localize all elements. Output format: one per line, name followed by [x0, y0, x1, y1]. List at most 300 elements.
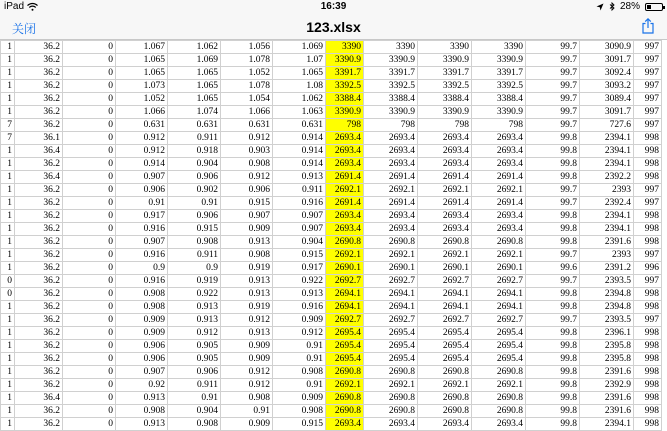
table-cell[interactable]: 2393.5 [580, 314, 634, 327]
table-cell[interactable]: 1.065 [273, 67, 326, 80]
table-cell[interactable]: 0 [63, 197, 116, 210]
table-cell[interactable]: 1.065 [168, 80, 221, 93]
table-cell[interactable]: 0.908 [116, 288, 168, 301]
table-cell[interactable]: 0.908 [221, 392, 273, 405]
table-cell[interactable]: 998 [634, 145, 662, 158]
table-cell[interactable]: 2693.4 [472, 223, 526, 236]
table-cell[interactable]: 36.2 [15, 418, 63, 431]
table-cell[interactable]: 2392.4 [580, 197, 634, 210]
table-cell[interactable]: 0 [63, 405, 116, 418]
table-cell[interactable]: 1 [1, 106, 15, 119]
table-cell[interactable]: 0.908 [221, 158, 273, 171]
table-cell[interactable]: 0.922 [168, 288, 221, 301]
table-cell[interactable]: 1 [1, 223, 15, 236]
table-cell[interactable]: 998 [634, 288, 662, 301]
table-cell[interactable]: 2693.4 [326, 158, 364, 171]
table-cell[interactable]: 0.906 [168, 366, 221, 379]
table-cell[interactable]: 0.912 [221, 314, 273, 327]
table-cell[interactable]: 36.2 [15, 223, 63, 236]
table-cell[interactable]: 2394.1 [580, 418, 634, 431]
table-cell[interactable]: 2694.1 [364, 301, 418, 314]
table-cell[interactable]: 0.919 [168, 275, 221, 288]
table-cell[interactable]: 996 [634, 262, 662, 275]
table-cell[interactable]: 99.8 [526, 366, 580, 379]
table-cell[interactable]: 36.2 [15, 353, 63, 366]
table-cell[interactable]: 2692.1 [364, 249, 418, 262]
table-cell[interactable]: 2692.1 [418, 379, 472, 392]
table-cell[interactable]: 2695.4 [326, 327, 364, 340]
table-cell[interactable]: 0.913 [273, 171, 326, 184]
table-cell[interactable]: 0 [63, 392, 116, 405]
table-cell[interactable]: 997 [634, 197, 662, 210]
table-cell[interactable]: 2394.8 [580, 288, 634, 301]
table-cell[interactable]: 99.8 [526, 340, 580, 353]
table-cell[interactable]: 0.913 [116, 392, 168, 405]
table-cell[interactable]: 2693.4 [364, 223, 418, 236]
table-cell[interactable]: 2693.4 [472, 418, 526, 431]
table-cell[interactable]: 99.8 [526, 288, 580, 301]
table-cell[interactable]: 1 [1, 210, 15, 223]
table-cell[interactable]: 1 [1, 80, 15, 93]
table-cell[interactable]: 2693.4 [326, 132, 364, 145]
table-cell[interactable]: 2695.4 [472, 353, 526, 366]
table-cell[interactable]: 3092.4 [580, 67, 634, 80]
table-cell[interactable]: 2695.4 [472, 327, 526, 340]
table-cell[interactable]: 2690.8 [364, 236, 418, 249]
table-cell[interactable]: 998 [634, 405, 662, 418]
table-cell[interactable]: 0.914 [273, 145, 326, 158]
table-cell[interactable]: 1 [1, 366, 15, 379]
table-cell[interactable]: 2694.1 [472, 301, 526, 314]
table-cell[interactable]: 2695.4 [418, 340, 472, 353]
table-cell[interactable]: 1.056 [221, 41, 273, 54]
table-cell[interactable]: 0.909 [221, 418, 273, 431]
table-cell[interactable]: 0.916 [116, 223, 168, 236]
table-cell[interactable]: 36.2 [15, 366, 63, 379]
table-cell[interactable]: 2693.4 [472, 210, 526, 223]
table-cell[interactable]: 798 [472, 119, 526, 132]
table-cell[interactable]: 0.919 [221, 262, 273, 275]
table-cell[interactable]: 0.908 [168, 418, 221, 431]
table-cell[interactable]: 2692.7 [472, 275, 526, 288]
table-cell[interactable]: 2394.1 [580, 145, 634, 158]
table-cell[interactable]: 1 [1, 41, 15, 54]
table-cell[interactable]: 0.908 [273, 405, 326, 418]
table-cell[interactable]: 99.7 [526, 67, 580, 80]
table-cell[interactable]: 2393.5 [580, 275, 634, 288]
table-cell[interactable]: 1 [1, 418, 15, 431]
table-cell[interactable]: 0.91 [221, 405, 273, 418]
table-cell[interactable]: 2695.4 [472, 340, 526, 353]
table-cell[interactable]: 36.2 [15, 301, 63, 314]
table-cell[interactable]: 2692.1 [364, 184, 418, 197]
table-cell[interactable]: 1 [1, 392, 15, 405]
table-cell[interactable]: 1 [1, 184, 15, 197]
table-cell[interactable]: 0.912 [221, 366, 273, 379]
table-cell[interactable]: 0.91 [273, 379, 326, 392]
table-cell[interactable]: 2393 [580, 184, 634, 197]
table-cell[interactable]: 998 [634, 392, 662, 405]
table-cell[interactable]: 1.067 [116, 41, 168, 54]
table-cell[interactable]: 2695.4 [364, 327, 418, 340]
table-cell[interactable]: 997 [634, 54, 662, 67]
table-cell[interactable]: 2693.4 [418, 418, 472, 431]
table-cell[interactable]: 1.065 [168, 93, 221, 106]
table-cell[interactable]: 3090.9 [580, 41, 634, 54]
table-cell[interactable]: 2691.4 [472, 171, 526, 184]
spreadsheet-view[interactable] [0, 40, 667, 429]
table-cell[interactable]: 0 [63, 327, 116, 340]
table-cell[interactable]: 36.4 [15, 145, 63, 158]
table-cell[interactable]: 36.2 [15, 236, 63, 249]
table-cell[interactable]: 0 [63, 366, 116, 379]
table-cell[interactable]: 2692.1 [418, 184, 472, 197]
table-cell[interactable]: 1.07 [273, 54, 326, 67]
table-cell[interactable]: 0.91 [273, 340, 326, 353]
table-cell[interactable]: 0.91 [168, 197, 221, 210]
table-cell[interactable]: 2692.7 [418, 275, 472, 288]
table-cell[interactable]: 1 [1, 262, 15, 275]
table-cell[interactable]: 3388.4 [418, 93, 472, 106]
table-cell[interactable]: 998 [634, 223, 662, 236]
table-cell[interactable]: 1.078 [221, 54, 273, 67]
table-cell[interactable]: 36.2 [15, 54, 63, 67]
table-cell[interactable]: 1 [1, 249, 15, 262]
table-cell[interactable]: 998 [634, 236, 662, 249]
table-cell[interactable]: 0.904 [168, 405, 221, 418]
table-cell[interactable]: 99.8 [526, 210, 580, 223]
table-cell[interactable]: 2694.1 [472, 288, 526, 301]
table-cell[interactable]: 2391.2 [580, 262, 634, 275]
table-cell[interactable]: 2391.6 [580, 392, 634, 405]
table-cell[interactable]: 0.9 [168, 262, 221, 275]
table-cell[interactable]: 2692.7 [472, 314, 526, 327]
table-cell[interactable]: 1 [1, 340, 15, 353]
table-cell[interactable]: 2693.4 [472, 158, 526, 171]
table-cell[interactable]: 2692.1 [472, 249, 526, 262]
table-cell[interactable]: 2690.8 [472, 236, 526, 249]
table-cell[interactable]: 99.8 [526, 392, 580, 405]
table-cell[interactable]: 0.913 [221, 275, 273, 288]
table-cell[interactable]: 1.069 [168, 54, 221, 67]
table-cell[interactable]: 998 [634, 158, 662, 171]
table-cell[interactable]: 2695.4 [364, 340, 418, 353]
table-cell[interactable]: 1 [1, 171, 15, 184]
table-cell[interactable]: 1 [1, 67, 15, 80]
table-cell[interactable]: 2690.8 [472, 366, 526, 379]
table-cell[interactable]: 2694.1 [418, 301, 472, 314]
table-cell[interactable]: 0.909 [116, 314, 168, 327]
table-cell[interactable]: 36.2 [15, 249, 63, 262]
table-cell[interactable]: 99.7 [526, 249, 580, 262]
table-cell[interactable]: 2394.1 [580, 132, 634, 145]
table-cell[interactable]: 998 [634, 171, 662, 184]
table-cell[interactable]: 727.6 [580, 119, 634, 132]
table-cell[interactable]: 3390.9 [364, 54, 418, 67]
table-cell[interactable]: 2692.7 [326, 275, 364, 288]
table-cell[interactable]: 99.8 [526, 158, 580, 171]
table-cell[interactable]: 0.918 [168, 145, 221, 158]
table-cell[interactable]: 2690.8 [418, 236, 472, 249]
table-cell[interactable]: 2690.8 [472, 405, 526, 418]
table-cell[interactable]: 36.2 [15, 275, 63, 288]
table-cell[interactable]: 0.916 [273, 197, 326, 210]
table-cell[interactable]: 2693.4 [418, 223, 472, 236]
table-cell[interactable]: 2693.4 [418, 158, 472, 171]
table-cell[interactable]: 0 [63, 54, 116, 67]
table-cell[interactable]: 1.065 [168, 67, 221, 80]
table-cell[interactable]: 0.902 [168, 184, 221, 197]
table-cell[interactable]: 2693.4 [364, 210, 418, 223]
table-cell[interactable]: 1.062 [168, 41, 221, 54]
table-cell[interactable]: 36.1 [15, 132, 63, 145]
table-cell[interactable]: 1.062 [273, 93, 326, 106]
table-cell[interactable]: 2394.1 [580, 210, 634, 223]
table-cell[interactable]: 2690.8 [326, 392, 364, 405]
table-cell[interactable]: 1 [1, 379, 15, 392]
table-cell[interactable]: 1 [1, 158, 15, 171]
close-button[interactable]: 关闭 [12, 22, 37, 36]
table-cell[interactable]: 2694.1 [326, 301, 364, 314]
table-cell[interactable]: 0.916 [273, 301, 326, 314]
table-cell[interactable]: 2690.8 [326, 366, 364, 379]
table-cell[interactable]: 1 [1, 314, 15, 327]
table-cell[interactable]: 0.908 [273, 366, 326, 379]
table-cell[interactable]: 3390.9 [326, 106, 364, 119]
table-cell[interactable]: 2693.4 [418, 132, 472, 145]
table-cell[interactable]: 798 [418, 119, 472, 132]
table-cell[interactable]: 2391.6 [580, 236, 634, 249]
table-cell[interactable]: 997 [634, 249, 662, 262]
table-cell[interactable]: 3390 [364, 41, 418, 54]
table-cell[interactable]: 0 [63, 41, 116, 54]
table-cell[interactable]: 2690.8 [418, 405, 472, 418]
table-cell[interactable]: 0.92 [116, 379, 168, 392]
table-cell[interactable]: 1 [1, 145, 15, 158]
table-cell[interactable]: 2691.4 [364, 197, 418, 210]
table-cell[interactable]: 998 [634, 327, 662, 340]
table-cell[interactable]: 0.917 [116, 210, 168, 223]
table-cell[interactable]: 0.904 [168, 158, 221, 171]
table-cell[interactable]: 99.7 [526, 41, 580, 54]
table-cell[interactable]: 0.906 [116, 353, 168, 366]
table-cell[interactable]: 0.914 [273, 132, 326, 145]
table-cell[interactable]: 0.912 [221, 171, 273, 184]
table-cell[interactable]: 99.7 [526, 314, 580, 327]
table-cell[interactable]: 99.7 [526, 93, 580, 106]
table-cell[interactable]: 99.8 [526, 405, 580, 418]
table-cell[interactable]: 2693.4 [326, 223, 364, 236]
table-cell[interactable]: 1 [1, 197, 15, 210]
table-cell[interactable]: 0.911 [168, 249, 221, 262]
table-cell[interactable]: 2395.8 [580, 353, 634, 366]
table-cell[interactable]: 0.906 [168, 171, 221, 184]
table-cell[interactable]: 2690.8 [418, 392, 472, 405]
table-cell[interactable]: 0 [63, 223, 116, 236]
table-cell[interactable]: 0.906 [116, 184, 168, 197]
table-cell[interactable]: 99.8 [526, 171, 580, 184]
table-cell[interactable]: 0.912 [221, 379, 273, 392]
table-cell[interactable]: 2695.4 [418, 327, 472, 340]
table-cell[interactable]: 2396.1 [580, 327, 634, 340]
table-cell[interactable]: 0.919 [221, 301, 273, 314]
table-cell[interactable]: 99.6 [526, 262, 580, 275]
table-cell[interactable]: 0.909 [116, 327, 168, 340]
table-cell[interactable]: 99.8 [526, 132, 580, 145]
table-cell[interactable]: 2690.8 [472, 392, 526, 405]
table-cell[interactable]: 2690.1 [472, 262, 526, 275]
table-cell[interactable]: 0.911 [168, 132, 221, 145]
table-cell[interactable]: 3392.5 [326, 80, 364, 93]
table-cell[interactable]: 36.2 [15, 314, 63, 327]
table-cell[interactable]: 0.906 [221, 184, 273, 197]
table-cell[interactable]: 2391.6 [580, 405, 634, 418]
table-cell[interactable]: 0 [63, 184, 116, 197]
table-cell[interactable]: 997 [634, 41, 662, 54]
table-cell[interactable]: 0.911 [168, 379, 221, 392]
table-cell[interactable]: 2394.1 [580, 223, 634, 236]
table-cell[interactable]: 2690.8 [364, 405, 418, 418]
table-cell[interactable]: 997 [634, 67, 662, 80]
table-cell[interactable]: 99.7 [526, 275, 580, 288]
table-cell[interactable]: 36.2 [15, 41, 63, 54]
table-cell[interactable]: 2692.1 [326, 379, 364, 392]
table-cell[interactable]: 99.7 [526, 197, 580, 210]
table-cell[interactable]: 2691.4 [326, 197, 364, 210]
table-cell[interactable]: 2690.8 [326, 236, 364, 249]
table-cell[interactable]: 0.912 [116, 132, 168, 145]
table-cell[interactable]: 36.2 [15, 197, 63, 210]
table-cell[interactable]: 0.909 [221, 340, 273, 353]
table-cell[interactable]: 0.909 [273, 314, 326, 327]
table-cell[interactable]: 1.063 [273, 106, 326, 119]
table-cell[interactable]: 36.2 [15, 405, 63, 418]
table-cell[interactable]: 36.2 [15, 327, 63, 340]
table-cell[interactable]: 0.912 [273, 327, 326, 340]
share-icon[interactable] [641, 18, 655, 34]
table-cell[interactable]: 3091.7 [580, 54, 634, 67]
table-cell[interactable]: 997 [634, 93, 662, 106]
table-cell[interactable]: 36.4 [15, 171, 63, 184]
table-cell[interactable]: 2392.2 [580, 171, 634, 184]
table-cell[interactable]: 2691.4 [364, 171, 418, 184]
table-cell[interactable]: 0 [63, 67, 116, 80]
table-cell[interactable]: 1 [1, 327, 15, 340]
table-cell[interactable]: 0.91 [116, 197, 168, 210]
table-cell[interactable]: 0 [63, 288, 116, 301]
table-cell[interactable]: 0.916 [116, 275, 168, 288]
table-cell[interactable]: 1 [1, 405, 15, 418]
table-cell[interactable]: 1.078 [221, 80, 273, 93]
table-cell[interactable]: 1 [1, 93, 15, 106]
table-cell[interactable]: 998 [634, 301, 662, 314]
table-cell[interactable]: 0.907 [116, 171, 168, 184]
table-cell[interactable]: 3391.7 [326, 67, 364, 80]
table-cell[interactable]: 99.7 [526, 184, 580, 197]
table-cell[interactable]: 36.2 [15, 119, 63, 132]
table-cell[interactable]: 3390.9 [364, 106, 418, 119]
table-cell[interactable]: 0 [63, 119, 116, 132]
table-cell[interactable]: 0 [63, 275, 116, 288]
table-cell[interactable]: 0.915 [273, 249, 326, 262]
table-cell[interactable]: 0.909 [221, 353, 273, 366]
table-cell[interactable]: 1.052 [116, 93, 168, 106]
table-cell[interactable]: 0 [63, 340, 116, 353]
table-cell[interactable]: 0 [63, 236, 116, 249]
table-cell[interactable]: 2693.4 [326, 418, 364, 431]
table-cell[interactable]: 1.065 [116, 67, 168, 80]
table-cell[interactable]: 3093.2 [580, 80, 634, 93]
table-cell[interactable]: 3390.9 [418, 106, 472, 119]
table-cell[interactable]: 99.8 [526, 418, 580, 431]
table-cell[interactable]: 3390 [418, 41, 472, 54]
table-cell[interactable]: 2691.4 [326, 171, 364, 184]
table-cell[interactable]: 99.7 [526, 54, 580, 67]
table-cell[interactable]: 0 [63, 158, 116, 171]
table-cell[interactable]: 0.913 [221, 288, 273, 301]
table-cell[interactable]: 3390 [326, 41, 364, 54]
table-cell[interactable]: 0 [63, 314, 116, 327]
table-cell[interactable]: 0.917 [273, 262, 326, 275]
table-cell[interactable]: 99.7 [526, 119, 580, 132]
table-cell[interactable]: 0.922 [273, 275, 326, 288]
table-cell[interactable]: 2393 [580, 249, 634, 262]
table-cell[interactable]: 0.911 [273, 184, 326, 197]
table-cell[interactable]: 0 [63, 93, 116, 106]
table-cell[interactable]: 0.903 [221, 145, 273, 158]
table-cell[interactable]: 0.913 [116, 418, 168, 431]
table-cell[interactable]: 2692.7 [326, 314, 364, 327]
table-cell[interactable]: 3390.9 [472, 54, 526, 67]
table-cell[interactable]: 997 [634, 119, 662, 132]
table-cell[interactable]: 0.908 [116, 405, 168, 418]
table-cell[interactable]: 2695.4 [418, 353, 472, 366]
table-cell[interactable]: 0.913 [221, 236, 273, 249]
table-cell[interactable]: 0.905 [168, 353, 221, 366]
table-cell[interactable]: 2692.7 [364, 314, 418, 327]
table-cell[interactable]: 2394.8 [580, 301, 634, 314]
table-cell[interactable]: 2692.1 [326, 249, 364, 262]
table-cell[interactable]: 3388.4 [472, 93, 526, 106]
table-cell[interactable]: 2691.4 [472, 197, 526, 210]
table-cell[interactable]: 2693.4 [418, 210, 472, 223]
table-cell[interactable]: 36.2 [15, 288, 63, 301]
table-cell[interactable]: 3391.7 [472, 67, 526, 80]
table-cell[interactable]: 2690.8 [364, 392, 418, 405]
table-cell[interactable]: 0.9 [116, 262, 168, 275]
table-cell[interactable]: 2392.9 [580, 379, 634, 392]
table-cell[interactable]: 798 [326, 119, 364, 132]
table-cell[interactable]: 2693.4 [364, 418, 418, 431]
table-cell[interactable]: 998 [634, 132, 662, 145]
table-cell[interactable]: 0.631 [221, 119, 273, 132]
table-cell[interactable]: 2693.4 [326, 145, 364, 158]
table-cell[interactable]: 0.907 [116, 236, 168, 249]
table-cell[interactable]: 99.8 [526, 223, 580, 236]
table-cell[interactable]: 1.08 [273, 80, 326, 93]
table-cell[interactable]: 0.914 [273, 158, 326, 171]
table-cell[interactable]: 2690.8 [326, 405, 364, 418]
table-cell[interactable]: 2692.1 [472, 184, 526, 197]
table-cell[interactable]: 0 [63, 301, 116, 314]
table-cell[interactable]: 0.916 [116, 249, 168, 262]
table-cell[interactable]: 798 [364, 119, 418, 132]
table-cell[interactable]: 2690.1 [418, 262, 472, 275]
table-cell[interactable]: 36.2 [15, 340, 63, 353]
table-cell[interactable]: 99.8 [526, 327, 580, 340]
table-cell[interactable]: 3392.5 [472, 80, 526, 93]
table-cell[interactable]: 0.913 [273, 288, 326, 301]
